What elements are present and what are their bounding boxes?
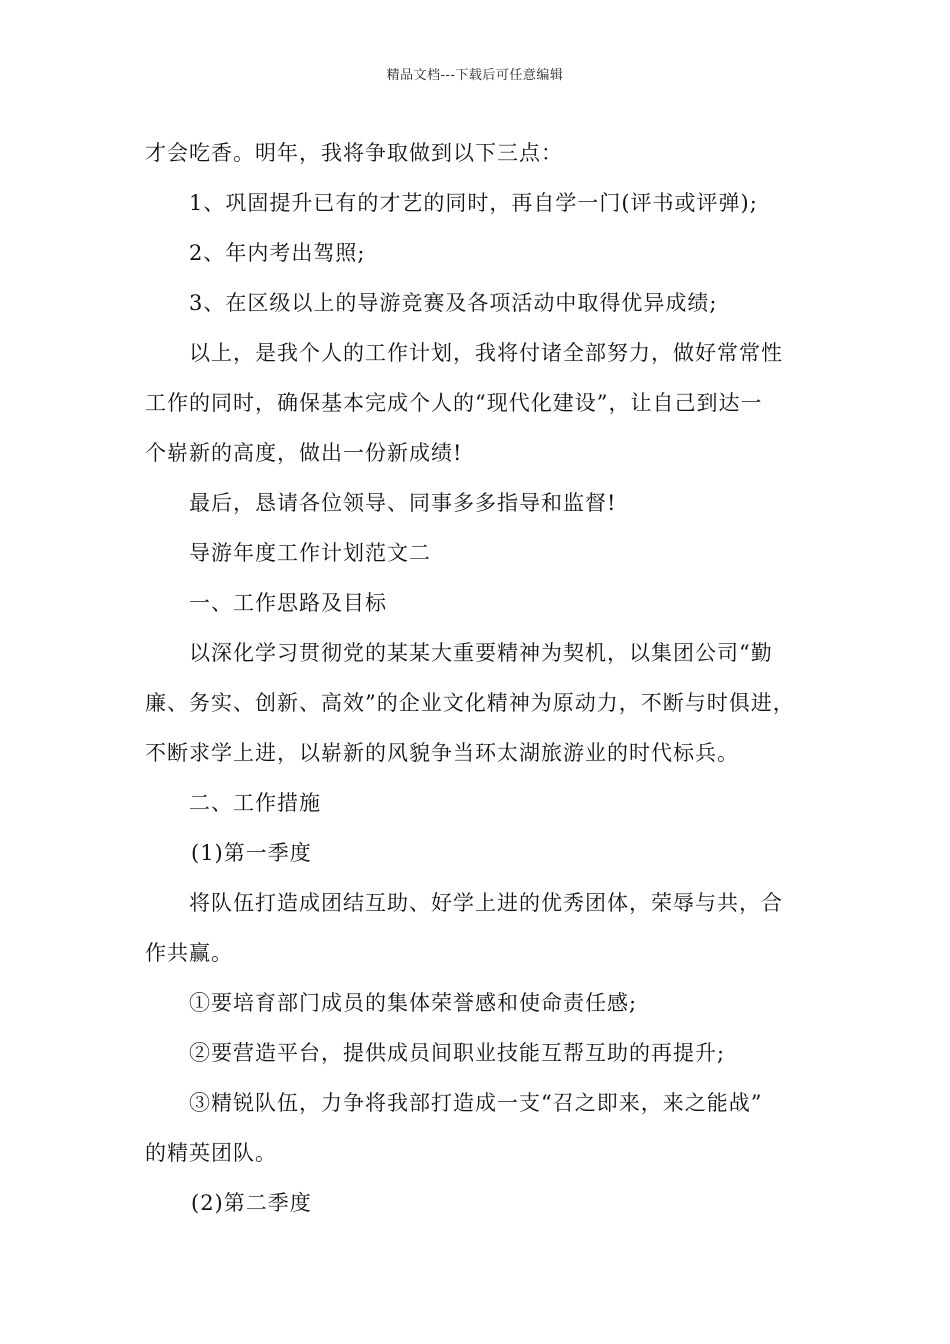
paragraph-line: 以上，是我个人的工作计划，我将付诸全部努力，做好常常性 [189, 341, 783, 365]
subsection-heading: (2)第二季度 [191, 1191, 312, 1215]
section-title: 导游年度工作计划范文二 [189, 541, 431, 565]
list-item: 3、在区级以上的导游竞赛及各项活动中取得优异成绩; [189, 291, 718, 315]
paragraph-line: 将队伍打造成团结互助、好学上进的优秀团体，荣辱与共，合 [189, 891, 783, 915]
list-item: ③精锐队伍，力争将我部打造成一支“召之即来，来之能战” [189, 1091, 763, 1115]
document-body [145, 128, 825, 1228]
paragraph-line: 个崭新的高度，做出一份新成绩! [145, 441, 463, 465]
paragraph-line: 的精英团队。 [145, 1141, 277, 1165]
page-header: 精品文档---下载后可任意编辑 [386, 68, 564, 83]
subsection-heading: (1)第一季度 [191, 841, 312, 865]
list-item: ②要营造平台，提供成员间职业技能互帮互助的再提升; [189, 1041, 726, 1065]
paragraph-line: 作共赢。 [145, 941, 233, 965]
paragraph-line: 廉、务实、创新、高效”的企业文化精神为原动力，不断与时俱进， [145, 691, 795, 715]
list-item: 1、巩固提升已有的才艺的同时，再自学一门(评书或评弹); [189, 191, 758, 215]
paragraph-line: 不断求学上进，以崭新的风貌争当环太湖旅游业的时代标兵。 [145, 741, 739, 765]
section-heading: 二、工作措施 [189, 791, 321, 815]
paragraph-line: 才会吃香。明年，我将争取做到以下三点： [145, 141, 563, 165]
paragraph-line: 以深化学习贯彻党的某某大重要精神为契机，以集团公司“勤 [189, 641, 773, 665]
list-item: 2、年内考出驾照; [189, 241, 366, 265]
paragraph-line: 最后，恳请各位领导、同事多多指导和监督! [189, 491, 617, 515]
list-item: ①要培育部门成员的集体荣誉感和使命责任感; [189, 991, 638, 1015]
section-heading: 一、工作思路及目标 [189, 591, 387, 615]
paragraph-line: 工作的同时，确保基本完成个人的“现代化建设”，让自己到达一 [145, 391, 763, 415]
